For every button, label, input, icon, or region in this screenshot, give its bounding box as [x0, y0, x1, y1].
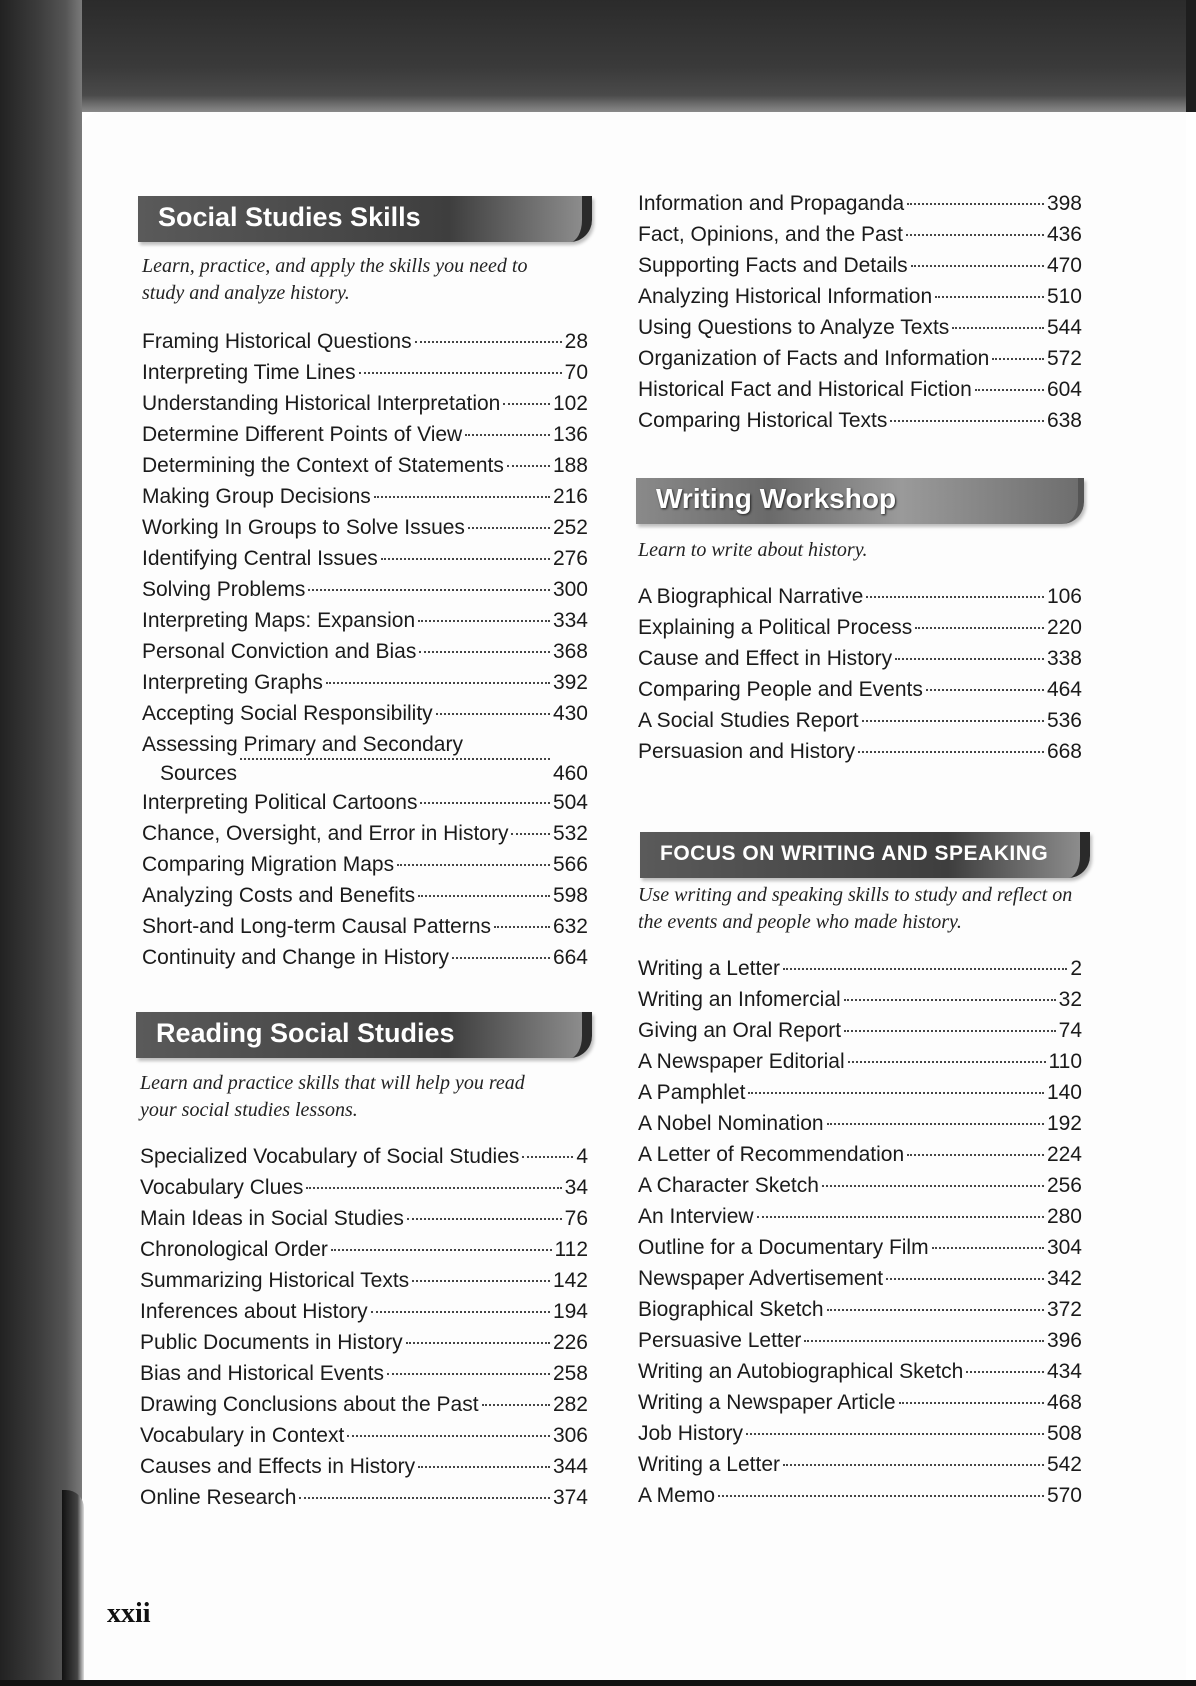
dot-leader	[862, 719, 1044, 722]
dot-leader	[907, 202, 1044, 205]
toc-entry	[142, 733, 588, 791]
toc-entry-title: An Interview	[638, 1205, 754, 1228]
toc-entry-page: 632	[552, 915, 588, 938]
toc-entry-page: 282	[552, 1393, 588, 1416]
toc-entry	[638, 1484, 1082, 1515]
dot-leader	[932, 1246, 1044, 1249]
dot-leader	[822, 1184, 1044, 1187]
toc-entry-title: Persuasion and History	[638, 740, 856, 763]
dot-leader	[804, 1339, 1044, 1342]
dot-leader	[397, 863, 550, 866]
toc-entry-title: Main Ideas in Social Studies	[140, 1207, 404, 1230]
toc-entry-title-continued: Sources	[160, 762, 238, 785]
toc-entry-page: 430	[552, 702, 588, 725]
toc-entry-page: 434	[1046, 1360, 1082, 1383]
toc-entry-page: 470	[1046, 254, 1082, 277]
dot-leader	[420, 801, 549, 804]
toc-entry	[638, 1329, 1082, 1360]
toc-entry-title: Fact, Opinions, and the Past	[638, 223, 903, 246]
dot-leader	[848, 1060, 1046, 1063]
toc-entry-title: Writing an Autobiographical Sketch	[638, 1360, 964, 1383]
dot-leader	[418, 1465, 550, 1468]
toc-entry-page: 604	[1046, 378, 1082, 401]
reading-social-studies-header	[136, 1012, 592, 1058]
dot-leader	[844, 1029, 1056, 1032]
focus-on-writing-intro: Use writing and speaking skills to study and reflect on the events and people who made history.	[638, 884, 1073, 933]
toc-entry-page: 34	[564, 1176, 588, 1199]
toc-entry-title: A Nobel Nomination	[638, 1112, 824, 1135]
dot-leader	[783, 1463, 1044, 1466]
dot-leader	[347, 1434, 550, 1437]
section-title: Writing Workshop	[656, 483, 897, 514]
dot-leader	[975, 388, 1044, 391]
toc-entry-title: Biographical Sketch	[638, 1298, 824, 1321]
toc-entry-title: Making Group Decisions	[142, 485, 371, 508]
toc-entry-page: 598	[552, 884, 588, 907]
toc-entry-page: 508	[1046, 1422, 1082, 1445]
toc-entry-title: Job History	[638, 1422, 744, 1445]
toc-entry-title: A Pamphlet	[638, 1081, 746, 1104]
toc-entry-page: 342	[1046, 1267, 1082, 1290]
toc-entry-page: 226	[552, 1331, 588, 1354]
dot-leader	[746, 1432, 1044, 1435]
toc-entry-title: Chronological Order	[140, 1238, 328, 1261]
toc-entry-title: A Social Studies Report	[638, 709, 859, 732]
dot-leader	[418, 894, 550, 897]
dot-leader	[308, 588, 550, 591]
section-title: Reading Social Studies	[156, 1018, 455, 1048]
page-curl	[62, 1490, 84, 1680]
dot-leader	[299, 1496, 550, 1499]
toc-entry-title: Cause and Effect in History	[638, 647, 893, 670]
toc-entry	[142, 702, 588, 733]
dot-leader	[906, 233, 1044, 236]
toc-entry-title: Specialized Vocabulary of Social Studies	[140, 1145, 520, 1168]
toc-entry	[638, 585, 1082, 616]
toc-entry	[638, 647, 1082, 678]
toc-entry-title: Newspaper Advertisement	[638, 1267, 884, 1290]
scan-border-left	[0, 0, 82, 1686]
dot-leader	[511, 832, 549, 835]
toc-entry	[142, 791, 588, 822]
toc-entry	[140, 1300, 588, 1331]
toc-entry-page: 392	[552, 671, 588, 694]
dot-leader	[482, 1403, 550, 1406]
dot-leader	[436, 712, 550, 715]
toc-entry	[140, 1238, 588, 1269]
toc-entry-page: 112	[554, 1238, 588, 1261]
writing-workshop-list	[638, 585, 1082, 771]
dot-leader	[387, 1372, 550, 1375]
dot-leader	[418, 619, 550, 622]
toc-entry-title: Organization of Facts and Information	[638, 347, 990, 370]
toc-entry	[142, 640, 588, 671]
social-studies-skills-list-continued	[638, 192, 1082, 440]
toc-entry-page: 544	[1046, 316, 1082, 339]
toc-entry	[638, 709, 1082, 740]
toc-entry-page: 28	[564, 330, 588, 353]
dot-leader	[827, 1308, 1044, 1311]
toc-entry-title: A Biographical Narrative	[638, 585, 864, 608]
toc-entry	[638, 1081, 1082, 1112]
toc-entry	[142, 361, 588, 392]
dot-leader	[507, 464, 550, 467]
toc-entry-page: 142	[552, 1269, 588, 1292]
toc-entry-page: 368	[552, 640, 588, 663]
toc-entry	[142, 946, 588, 977]
toc-entry-page: 188	[552, 454, 588, 477]
toc-entry-page: 668	[1046, 740, 1082, 763]
toc-entry	[638, 1298, 1082, 1329]
toc-entry	[140, 1393, 588, 1424]
dot-leader	[858, 750, 1044, 753]
writing-workshop-header	[636, 478, 1084, 524]
toc-entry-page: 194	[552, 1300, 588, 1323]
toc-entry	[142, 671, 588, 702]
toc-entry-page: 70	[564, 361, 588, 384]
toc-entry-page: 102	[552, 392, 588, 415]
section-title: Social Studies Skills	[158, 202, 421, 232]
writing-workshop-intro: Learn to write about history.	[638, 539, 868, 561]
dot-leader	[465, 433, 550, 436]
toc-entry-page: 276	[552, 547, 588, 570]
toc-entry-title: Short-and Long-term Causal Patterns	[142, 915, 492, 938]
toc-entry-title: Vocabulary Clues	[140, 1176, 304, 1199]
toc-entry	[140, 1455, 588, 1486]
toc-entry-page: 110	[1048, 1050, 1082, 1073]
toc-entry-title: Solving Problems	[142, 578, 306, 601]
toc-entry	[638, 678, 1082, 709]
toc-entry-page: 106	[1046, 585, 1082, 608]
toc-entry-title: Writing an Infomercial	[638, 988, 841, 1011]
toc-entry-page: 140	[1046, 1081, 1082, 1104]
dot-leader	[866, 595, 1044, 598]
section-title: FOCUS ON WRITING AND SPEAKING	[660, 842, 1049, 865]
toc-entry	[142, 884, 588, 915]
toc-entry	[142, 547, 588, 578]
toc-entry-page: 252	[552, 516, 588, 539]
dot-leader	[522, 1155, 573, 1158]
toc-entry-page: 372	[1046, 1298, 1082, 1321]
toc-entry	[142, 454, 588, 485]
toc-entry	[638, 616, 1082, 647]
toc-entry	[638, 1360, 1082, 1391]
toc-entry-page: 566	[552, 853, 588, 876]
dot-leader	[911, 264, 1044, 267]
toc-entry-title: Public Documents in History	[140, 1331, 403, 1354]
toc-entry-page: 32	[1058, 988, 1082, 1011]
toc-entry	[142, 609, 588, 640]
toc-entry-page: 436	[1046, 223, 1082, 246]
toc-entry	[140, 1331, 588, 1362]
toc-entry-title: Writing a Letter	[638, 1453, 781, 1476]
toc-entry	[140, 1362, 588, 1393]
dot-leader	[468, 526, 550, 529]
dot-leader	[915, 626, 1044, 629]
dot-leader	[907, 1153, 1044, 1156]
toc-entry-title: Drawing Conclusions about the Past	[140, 1393, 479, 1416]
toc-entry-title: Historical Fact and Historical Fiction	[638, 378, 972, 401]
toc-entry	[638, 1236, 1082, 1267]
toc-entry-title: Vocabulary in Context	[140, 1424, 345, 1447]
toc-entry	[638, 378, 1082, 409]
toc-entry-page: 460	[552, 762, 588, 785]
focus-on-writing-list	[638, 957, 1082, 1515]
toc-entry	[140, 1207, 588, 1238]
toc-entry-page: 224	[1046, 1143, 1082, 1166]
toc-entry-title: Interpreting Time Lines	[142, 361, 356, 384]
toc-entry-page: 304	[1046, 1236, 1082, 1259]
toc-entry	[638, 1174, 1082, 1205]
toc-entry	[638, 1205, 1082, 1236]
toc-entry	[142, 392, 588, 423]
toc-entry-page: 220	[1046, 616, 1082, 639]
toc-entry-title: Writing a Newspaper Article	[638, 1391, 896, 1414]
toc-entry-page: 306	[552, 1424, 588, 1447]
toc-entry-page: 136	[552, 423, 588, 446]
reading-social-studies-intro: Learn and practice skills that will help you read your social studies lessons.	[140, 1072, 525, 1121]
toc-entry-title: A Newspaper Editorial	[638, 1050, 845, 1073]
toc-entry-title: Analyzing Historical Information	[638, 285, 933, 308]
toc-entry-title: Bias and Historical Events	[140, 1362, 384, 1385]
toc-entry-page: 510	[1046, 285, 1082, 308]
toc-entry	[638, 254, 1082, 285]
toc-entry-page: 76	[564, 1207, 588, 1230]
toc-entry-title: Information and Propaganda	[638, 192, 905, 215]
toc-entry-page: 542	[1046, 1453, 1082, 1476]
toc-entry	[142, 853, 588, 884]
toc-entry	[142, 485, 588, 516]
dot-leader	[748, 1091, 1044, 1094]
dot-leader	[494, 925, 550, 928]
dot-leader	[240, 757, 550, 760]
dot-leader	[359, 371, 562, 374]
toc-entry-page: 664	[552, 946, 588, 969]
toc-entry	[638, 1391, 1082, 1422]
toc-entry-title: Interpreting Maps: Expansion	[142, 609, 416, 632]
toc-entry-page: 398	[1046, 192, 1082, 215]
toc-entry-title: Causes and Effects in History	[140, 1455, 416, 1478]
toc-entry-page: 374	[552, 1486, 588, 1509]
toc-entry	[142, 423, 588, 454]
toc-entry-page: 570	[1046, 1484, 1082, 1507]
toc-entry-title: Writing a Letter	[638, 957, 781, 980]
dot-leader	[895, 657, 1044, 660]
dot-leader	[718, 1494, 1044, 1497]
toc-entry-page: 536	[1046, 709, 1082, 732]
toc-entry	[140, 1486, 588, 1517]
dot-leader	[844, 998, 1056, 1001]
toc-entry-title: Interpreting Political Cartoons	[142, 791, 418, 814]
toc-entry-page: 464	[1046, 678, 1082, 701]
toc-entry-title: Using Questions to Analyze Texts	[638, 316, 950, 339]
toc-entry-title: A Character Sketch	[638, 1174, 819, 1197]
toc-entry	[638, 957, 1082, 988]
dot-leader	[935, 295, 1044, 298]
dot-leader	[899, 1401, 1044, 1404]
toc-entry	[140, 1145, 588, 1176]
dot-leader	[331, 1248, 552, 1251]
toc-entry-title: Identifying Central Issues	[142, 547, 378, 570]
toc-entry-title: A Memo	[638, 1484, 716, 1507]
toc-entry-title: Online Research	[140, 1486, 297, 1509]
toc-entry	[638, 1453, 1082, 1484]
toc-entry-title: Outline for a Documentary Film	[638, 1236, 929, 1259]
dot-leader	[926, 688, 1044, 691]
toc-entry-title: A Letter of Recommendation	[638, 1143, 905, 1166]
dot-leader	[783, 967, 1067, 970]
toc-entry-title: Personal Conviction and Bias	[142, 640, 417, 663]
toc-entry	[638, 1019, 1082, 1050]
toc-entry-title: Comparing Migration Maps	[142, 853, 395, 876]
toc-entry	[638, 1050, 1082, 1081]
toc-entry-page: 572	[1046, 347, 1082, 370]
social-studies-skills-intro: Learn, practice, and apply the skills you need to study and analyze history.	[142, 255, 528, 304]
toc-entry-title: Interpreting Graphs	[142, 671, 323, 694]
dot-leader	[503, 402, 550, 405]
reading-social-studies-list	[140, 1145, 588, 1517]
social-studies-skills-list	[142, 330, 588, 977]
toc-entry-title: Working In Groups to Solve Issues	[142, 516, 465, 539]
toc-entry-title: Inferences about History	[140, 1300, 368, 1323]
toc-entry	[142, 330, 588, 361]
dot-leader	[890, 419, 1044, 422]
toc-entry-page: 334	[552, 609, 588, 632]
toc-entry-page: 258	[552, 1362, 588, 1385]
toc-entry-page: 504	[552, 791, 588, 814]
toc-entry-title: Explaining a Political Process	[638, 616, 913, 639]
toc-entry-title: Comparing Historical Texts	[638, 409, 888, 432]
page-number: xxii	[107, 1598, 151, 1629]
toc-entry-page: 396	[1046, 1329, 1082, 1352]
toc-entry-title: Accepting Social Responsibility	[142, 702, 433, 725]
toc-entry	[638, 192, 1082, 223]
toc-entry-page: 280	[1046, 1205, 1082, 1228]
toc-entry-page: 256	[1046, 1174, 1082, 1197]
toc-entry-page: 300	[552, 578, 588, 601]
dot-leader	[326, 681, 550, 684]
toc-entry	[638, 285, 1082, 316]
dot-leader	[966, 1370, 1044, 1373]
toc-entry-title: Assessing Primary and Secondary	[142, 733, 463, 756]
social-studies-skills-header	[138, 196, 592, 242]
dot-leader	[415, 340, 562, 343]
dot-leader	[827, 1122, 1044, 1125]
toc-entry-title: Determine Different Points of View	[142, 423, 463, 446]
dot-leader	[306, 1186, 561, 1189]
dot-leader	[886, 1277, 1044, 1280]
toc-entry-page: 344	[552, 1455, 588, 1478]
dot-leader	[412, 1279, 550, 1282]
toc-entry	[638, 1112, 1082, 1143]
scan-border-bottom	[0, 1680, 1196, 1686]
toc-entry-title: Comparing People and Events	[638, 678, 923, 701]
dot-leader	[381, 557, 550, 560]
scan-border-top	[0, 0, 1196, 112]
toc-entry-page: 2	[1070, 957, 1082, 980]
toc-entry-page: 338	[1046, 647, 1082, 670]
toc-entry	[638, 347, 1082, 378]
toc-entry-title: Continuity and Change in History	[142, 946, 450, 969]
toc-entry	[142, 915, 588, 946]
toc-entry	[638, 740, 1082, 771]
toc-entry-title: Analyzing Costs and Benefits	[142, 884, 416, 907]
dot-leader	[407, 1217, 562, 1220]
toc-entry	[638, 988, 1082, 1019]
toc-entry	[638, 1143, 1082, 1174]
toc-entry-page: 192	[1046, 1112, 1082, 1135]
toc-entry	[142, 578, 588, 609]
scan-border-right	[1186, 0, 1196, 112]
toc-entry-page: 4	[576, 1145, 588, 1168]
toc-entry-page: 638	[1046, 409, 1082, 432]
toc-entry-title: Understanding Historical Interpretation	[142, 392, 501, 415]
dot-leader	[374, 495, 550, 498]
toc-entry	[638, 223, 1082, 254]
toc-entry-page: 468	[1046, 1391, 1082, 1414]
toc-entry-title: Supporting Facts and Details	[638, 254, 908, 277]
focus-on-writing-header	[640, 832, 1090, 878]
dot-leader	[419, 650, 550, 653]
toc-entry-title: Determining the Context of Statements	[142, 454, 504, 477]
toc-entry	[638, 409, 1082, 440]
toc-entry-page: 216	[552, 485, 588, 508]
toc-entry-title: Giving an Oral Report	[638, 1019, 842, 1042]
toc-entry-title: Persuasive Letter	[638, 1329, 802, 1352]
dot-leader	[757, 1215, 1044, 1218]
toc-entry	[140, 1424, 588, 1455]
toc-entry	[140, 1176, 588, 1207]
toc-entry	[638, 1267, 1082, 1298]
toc-entry-title: Framing Historical Questions	[142, 330, 412, 353]
dot-leader	[992, 357, 1044, 360]
toc-entry	[142, 516, 588, 547]
dot-leader	[406, 1341, 550, 1344]
dot-leader	[952, 326, 1044, 329]
toc-entry-title: Summarizing Historical Texts	[140, 1269, 410, 1292]
toc-entry	[638, 1422, 1082, 1453]
dot-leader	[452, 956, 550, 959]
dot-leader	[371, 1310, 550, 1313]
toc-entry-page: 74	[1058, 1019, 1082, 1042]
toc-entry	[142, 822, 588, 853]
toc-entry	[140, 1269, 588, 1300]
toc-entry	[638, 316, 1082, 347]
toc-entry-page: 532	[552, 822, 588, 845]
toc-entry-title: Chance, Oversight, and Error in History	[142, 822, 509, 845]
